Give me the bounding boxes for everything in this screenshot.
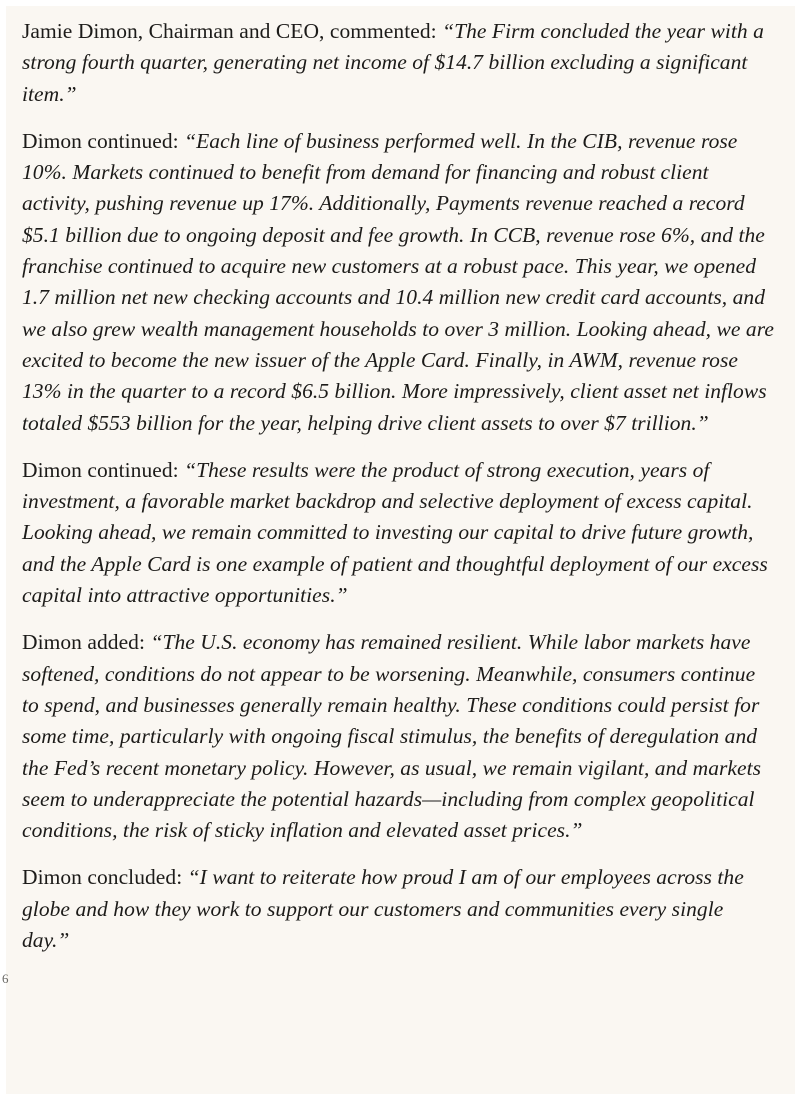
paragraph-lead: Jamie Dimon, Chairman and CEO, commented:: [22, 19, 437, 43]
paragraph: [22, 862, 774, 956]
paragraph: [22, 126, 774, 439]
margin-note: 6: [2, 971, 9, 986]
page-bottom-edge: [0, 1094, 800, 1100]
page-left-edge: [0, 0, 6, 1100]
paragraph: [22, 627, 774, 846]
paragraph-quote: “I want to reiterate how proud I am of our employees across the globe and how they work to support our customers and communities every single day.”: [22, 865, 744, 953]
paragraph-quote: “The Firm concluded the year with a strong fourth quarter, generating net income of $14.7 billion excluding a significant item.”: [22, 19, 764, 106]
paragraph: [22, 455, 774, 611]
paragraph: [22, 16, 774, 110]
paragraph-quote: “These results were the product of strong execution, years of investment, a favorable market backdrop and selective deployment of excess capital. Looking ahead, we remain committed to investing our capital to drive future growth, and the Apple Card is one example of patient and thoughtful deployment of our excess capital into attractive opportunities.”: [22, 457, 768, 608]
page-top-edge: [0, 0, 800, 6]
paragraph-quote: “The U.S. economy has remained resilient. While labor markets have softened, conditions do not appear to be worsening. Meanwhile, consumers continue to spend, and businesses generally remain healthy. These conditions could persist for some time, particularly with ongoing fiscal stimulus, the benefits of deregulation and the Fed’s recent monetary policy. However, as usual, we remain vigilant, and markets seem to underappreciate the potential hazards—including from complex geopolitical conditions, the risk of sticky inflation and elevated asset prices.”: [22, 630, 762, 843]
document-body: [22, 16, 774, 956]
paragraph-lead: Dimon added:: [22, 630, 146, 655]
paragraph-lead: Dimon concluded:: [22, 865, 183, 890]
paragraph-lead: Dimon continued:: [22, 457, 179, 482]
paragraph-quote: “Each line of business performed well. In the CIB, revenue rose 10%. Markets continued to benefit from demand for financing and robust client activity, pushing revenue up 17%. Additionally, Payments revenue reached a record $5.1 billion due to ongoing deposit and fee growth. In CCB, revenue rose 6%, and the franchise continued to acquire new customers at a robust pace. This year, we opened 1.7 million net new checking accounts and 10.4 million new credit card accounts, and we also grew wealth management households to over 3 million. Looking ahead, we are excited to become the new issuer of the Apple Card. Finally, in AWM, revenue rose 13% in the quarter to a record $6.5 billion. More impressively, client asset net inflows totaled $553 billion for the year, helping drive client assets to over $7 trillion.”: [22, 128, 774, 435]
paragraph-lead: Dimon continued:: [22, 128, 179, 153]
page-right-edge: [795, 0, 800, 1100]
